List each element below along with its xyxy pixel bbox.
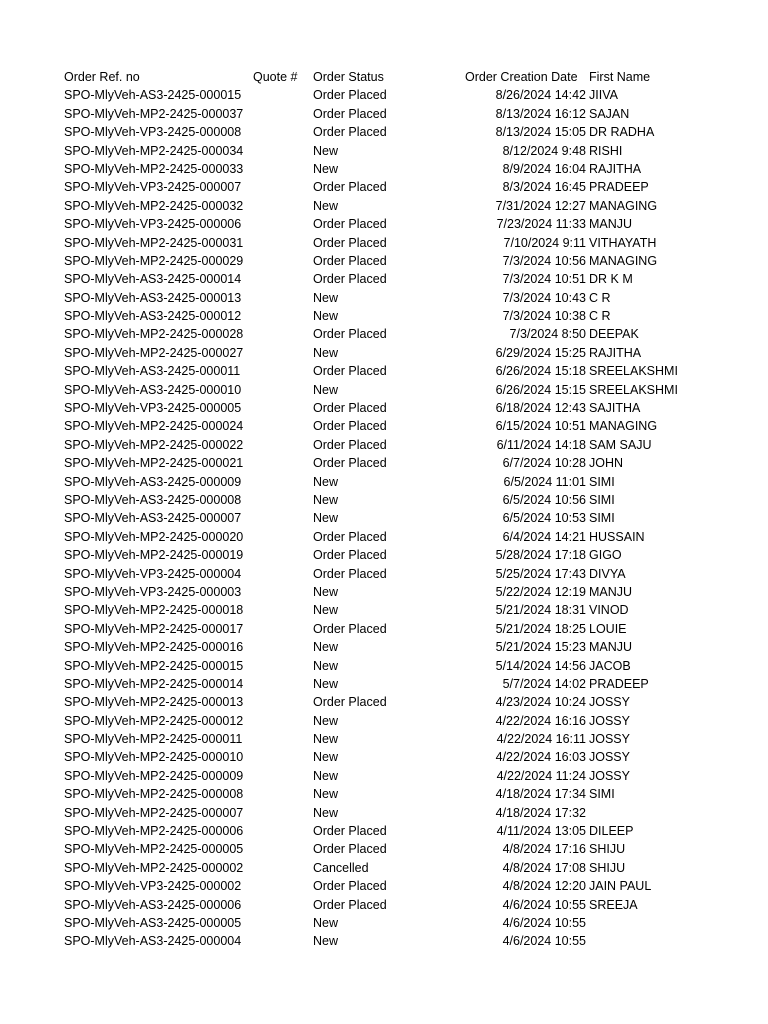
first-name-cell: MANAGING — [589, 198, 658, 213]
table-row — [64, 123, 655, 141]
order-status-cell: Order Placed — [313, 419, 387, 434]
first-name-cell: JIIVA — [589, 88, 618, 103]
first-name-cell: MANAGING — [589, 419, 658, 434]
table-row — [64, 601, 650, 619]
first-name-cell: VINOD — [589, 603, 629, 618]
order-ref-cell: SPO-MlyVeh-VP3-2425-000007 — [64, 180, 242, 195]
order-ref-cell: SPO-MlyVeh-MP2-2425-000010 — [64, 750, 244, 765]
order-creation-date-cell: 4/22/2024 11:24 — [496, 768, 586, 783]
order-creation-date-cell: 4/23/2024 10:24 — [495, 695, 586, 710]
order-creation-date-cell: 7/10/2024 9:11 — [503, 235, 586, 250]
order-ref-cell: SPO-MlyVeh-MP2-2425-000005 — [64, 842, 244, 857]
order-status-cell: New — [313, 309, 339, 324]
first-name-cell: JOSSY — [589, 750, 630, 765]
order-creation-date-cell: 5/21/2024 15:23 — [495, 640, 586, 655]
first-name-cell: SHIJU — [589, 842, 626, 857]
order-creation-date-cell: 4/8/2024 12:20 — [502, 879, 586, 894]
order-ref-cell: SPO-MlyVeh-MP2-2425-000021 — [64, 456, 244, 471]
order-creation-date-cell: 5/7/2024 14:02 — [502, 676, 586, 691]
order-status-cell: New — [313, 603, 339, 618]
first-name-cell: JOSSY — [589, 695, 630, 710]
order-ref-cell: SPO-MlyVeh-MP2-2425-000019 — [64, 548, 244, 563]
order-creation-date-cell: 4/18/2024 17:32 — [495, 805, 586, 820]
table-row — [64, 785, 650, 803]
table-row — [64, 620, 650, 638]
table-row — [64, 528, 650, 546]
order-ref-cell: SPO-MlyVeh-MP2-2425-000012 — [64, 713, 244, 728]
table-row — [64, 896, 650, 914]
order-ref-cell: SPO-MlyVeh-MP2-2425-000032 — [64, 198, 244, 213]
order-status-cell: Cancelled — [313, 860, 369, 875]
order-creation-date-cell: 7/3/2024 10:56 — [502, 253, 586, 268]
order-creation-date-cell: 7/23/2024 11:33 — [496, 217, 586, 232]
first-name-cell: LOUIE — [589, 621, 627, 636]
order-creation-date-cell: 4/6/2024 10:55 — [502, 897, 586, 912]
table-row — [64, 270, 650, 288]
table-row — [64, 381, 678, 399]
order-ref-cell: SPO-MlyVeh-MP2-2425-000009 — [64, 768, 244, 783]
order-creation-date-cell: 6/26/2024 15:18 — [495, 364, 586, 379]
order-ref-cell: SPO-MlyVeh-MP2-2425-000022 — [64, 437, 244, 452]
order-status-cell: Order Placed — [313, 272, 387, 287]
order-status-cell: New — [313, 676, 339, 691]
first-name-cell: JAIN PAUL — [589, 879, 652, 894]
order-status-cell: New — [313, 290, 339, 305]
first-name-cell: JOSSY — [589, 713, 630, 728]
order-status-cell: Order Placed — [313, 529, 387, 544]
table-row — [64, 215, 650, 233]
first-name-cell: RISHI — [589, 143, 623, 158]
order-status-cell: Order Placed — [313, 695, 387, 710]
first-name-cell: DILEEP — [589, 824, 634, 839]
first-name-cell: JOSSY — [589, 768, 630, 783]
first-name-cell: JOHN — [589, 456, 624, 471]
order-ref-cell: SPO-MlyVeh-AS3-2425-000014 — [64, 272, 242, 287]
table-row — [64, 712, 650, 730]
order-creation-date-cell: 7/3/2024 10:43 — [502, 290, 586, 305]
order-status-cell: New — [313, 658, 339, 673]
table-row — [64, 657, 650, 675]
first-name-cell: DIVYA — [589, 566, 626, 581]
order-ref-cell: SPO-MlyVeh-MP2-2425-000015 — [64, 658, 244, 673]
order-creation-date-cell: 4/8/2024 17:16 — [502, 842, 586, 857]
table-row — [64, 565, 650, 583]
table-row — [64, 932, 650, 950]
first-name-cell: C R — [589, 309, 611, 324]
first-name-cell: MANAGING — [589, 253, 658, 268]
order-ref-cell: SPO-MlyVeh-AS3-2425-000009 — [64, 474, 242, 489]
table-row — [64, 509, 650, 527]
first-name-cell: SAJITHA — [589, 401, 641, 416]
order-creation-date-cell: 7/3/2024 8:50 — [509, 327, 586, 342]
order-creation-date-cell: 4/8/2024 17:08 — [502, 860, 586, 875]
table-row — [64, 436, 650, 454]
table-row — [64, 675, 650, 693]
order-status-cell: New — [313, 511, 339, 526]
order-status-cell: Order Placed — [313, 897, 387, 912]
first-name-cell: MANJU — [589, 217, 633, 232]
order-ref-cell: SPO-MlyVeh-AS3-2425-000010 — [64, 382, 242, 397]
table-row — [64, 234, 657, 252]
first-name-cell: PRADEEP — [589, 676, 649, 691]
order-ref-cell: SPO-MlyVeh-AS3-2425-000004 — [64, 934, 242, 949]
order-ref-cell: SPO-MlyVeh-MP2-2425-000006 — [64, 824, 244, 839]
first-name-cell: SIMI — [589, 474, 615, 489]
order-status-cell: New — [313, 732, 339, 747]
table-row — [64, 638, 650, 656]
table-row — [64, 160, 650, 178]
table-row — [64, 252, 658, 270]
order-status-cell: New — [313, 161, 339, 176]
first-name-cell: SHIJU — [589, 860, 626, 875]
order-status-cell: New — [313, 915, 339, 930]
order-ref-cell: SPO-MlyVeh-MP2-2425-000024 — [64, 419, 244, 434]
table-row — [64, 178, 650, 196]
header-first-name: First Name — [589, 70, 651, 84]
order-status-cell: Order Placed — [313, 566, 387, 581]
order-status-cell: Order Placed — [313, 88, 387, 103]
order-status-cell: Order Placed — [313, 437, 387, 452]
order-status-cell: Order Placed — [313, 548, 387, 563]
order-status-cell: New — [313, 492, 339, 507]
order-ref-cell: SPO-MlyVeh-VP3-2425-000003 — [64, 584, 242, 599]
table-row — [64, 105, 650, 123]
order-creation-date-cell: 6/26/2024 15:15 — [495, 382, 586, 397]
order-status-cell: New — [313, 382, 339, 397]
first-name-cell: SIMI — [589, 492, 615, 507]
first-name-cell: MANJU — [589, 640, 633, 655]
order-ref-cell: SPO-MlyVeh-VP3-2425-000005 — [64, 401, 242, 416]
order-creation-date-cell: 6/18/2024 12:43 — [495, 401, 586, 416]
order-ref-cell: SPO-MlyVeh-MP2-2425-000017 — [64, 621, 244, 636]
order-creation-date-cell: 5/28/2024 17:18 — [495, 548, 586, 563]
table-row — [64, 197, 658, 215]
order-status-cell: New — [313, 474, 339, 489]
order-status-cell: Order Placed — [313, 621, 387, 636]
first-name-cell: SAJAN — [589, 106, 630, 121]
order-status-cell: New — [313, 768, 339, 783]
order-status-cell: Order Placed — [313, 106, 387, 121]
table-body — [64, 86, 678, 950]
order-ref-cell: SPO-MlyVeh-AS3-2425-000012 — [64, 309, 242, 324]
order-ref-cell: SPO-MlyVeh-MP2-2425-000033 — [64, 161, 244, 176]
first-name-cell: SREEJA — [589, 897, 638, 912]
order-creation-date-cell: 6/5/2024 10:53 — [502, 511, 586, 526]
first-name-cell: GIGO — [589, 548, 622, 563]
header-order-ref: Order Ref. no — [64, 70, 140, 84]
first-name-cell: SIMI — [589, 511, 615, 526]
order-ref-cell: SPO-MlyVeh-MP2-2425-000018 — [64, 603, 244, 618]
table-row — [64, 289, 650, 307]
order-ref-cell: SPO-MlyVeh-MP2-2425-000011 — [64, 732, 243, 747]
first-name-cell: C R — [589, 290, 611, 305]
order-creation-date-cell: 8/12/2024 9:48 — [502, 143, 586, 158]
table-row — [64, 491, 650, 509]
table-row — [64, 822, 650, 840]
table-row — [64, 546, 650, 564]
table-row — [64, 693, 650, 711]
order-creation-date-cell: 6/11/2024 14:18 — [496, 437, 586, 452]
table-row — [64, 142, 650, 160]
table-row — [64, 362, 678, 380]
table-row — [64, 399, 650, 417]
order-status-cell: New — [313, 750, 339, 765]
order-creation-date-cell: 8/26/2024 14:42 — [495, 88, 586, 103]
order-ref-cell: SPO-MlyVeh-VP3-2425-000004 — [64, 566, 242, 581]
table-row — [64, 859, 650, 877]
order-status-cell: Order Placed — [313, 327, 387, 342]
order-ref-cell: SPO-MlyVeh-AS3-2425-000006 — [64, 897, 242, 912]
header-order-creation-date: Order Creation Date — [465, 70, 578, 84]
order-status-cell: Order Placed — [313, 824, 387, 839]
header-row — [64, 68, 650, 86]
first-name-cell: JACOB — [589, 658, 631, 673]
order-ref-cell: SPO-MlyVeh-AS3-2425-000011 — [64, 364, 241, 379]
order-ref-cell: SPO-MlyVeh-MP2-2425-000002 — [64, 860, 244, 875]
table-row — [64, 877, 650, 895]
order-creation-date-cell: 8/13/2024 15:05 — [495, 125, 586, 140]
header-quote: Quote # — [253, 70, 298, 84]
first-name-cell: SAM SAJU — [589, 437, 652, 452]
order-creation-date-cell: 8/13/2024 16:12 — [495, 106, 586, 121]
order-ref-cell: SPO-MlyVeh-MP2-2425-000014 — [64, 676, 244, 691]
order-ref-cell: SPO-MlyVeh-VP3-2425-000008 — [64, 125, 242, 140]
order-ref-cell: SPO-MlyVeh-AS3-2425-000013 — [64, 290, 242, 305]
order-status-cell: Order Placed — [313, 364, 387, 379]
order-status-cell: New — [313, 143, 339, 158]
order-ref-cell: SPO-MlyVeh-MP2-2425-000020 — [64, 529, 244, 544]
order-creation-date-cell: 4/22/2024 16:11 — [496, 732, 586, 747]
order-creation-date-cell: 7/31/2024 12:27 — [495, 198, 586, 213]
table-row — [64, 804, 650, 822]
order-creation-date-cell: 6/29/2024 15:25 — [495, 345, 586, 360]
order-status-cell: Order Placed — [313, 456, 387, 471]
order-ref-cell: SPO-MlyVeh-MP2-2425-000008 — [64, 787, 244, 802]
order-creation-date-cell: 5/22/2024 12:19 — [495, 584, 586, 599]
first-name-cell: RAJITHA — [589, 161, 642, 176]
table-row — [64, 417, 658, 435]
order-ref-cell: SPO-MlyVeh-MP2-2425-000016 — [64, 640, 244, 655]
order-creation-date-cell: 4/22/2024 16:16 — [495, 713, 586, 728]
order-creation-date-cell: 5/25/2024 17:43 — [495, 566, 586, 581]
order-status-cell: Order Placed — [313, 125, 387, 140]
order-status-cell: New — [313, 805, 339, 820]
first-name-cell: HUSSAIN — [589, 529, 645, 544]
first-name-cell: SIMI — [589, 787, 615, 802]
order-status-cell: New — [313, 345, 339, 360]
order-status-cell: Order Placed — [313, 401, 387, 416]
order-creation-date-cell: 6/15/2024 10:51 — [495, 419, 586, 434]
order-status-cell: New — [313, 787, 339, 802]
order-ref-cell: SPO-MlyVeh-AS3-2425-000007 — [64, 511, 242, 526]
order-status-cell: New — [313, 934, 339, 949]
order-creation-date-cell: 7/3/2024 10:38 — [502, 309, 586, 324]
order-status-cell: Order Placed — [313, 217, 387, 232]
order-creation-date-cell: 4/11/2024 13:05 — [496, 824, 586, 839]
order-status-cell: Order Placed — [313, 180, 387, 195]
order-ref-cell: SPO-MlyVeh-AS3-2425-000015 — [64, 88, 242, 103]
order-ref-cell: SPO-MlyVeh-MP2-2425-000029 — [64, 253, 244, 268]
order-creation-date-cell: 7/3/2024 10:51 — [502, 272, 586, 287]
order-ref-cell: SPO-MlyVeh-MP2-2425-000007 — [64, 805, 244, 820]
order-creation-date-cell: 4/6/2024 10:55 — [502, 934, 586, 949]
table-row — [64, 454, 650, 472]
first-name-cell: JOSSY — [589, 732, 630, 747]
header-order-status: Order Status — [313, 70, 384, 84]
order-creation-date-cell: 4/22/2024 16:03 — [495, 750, 586, 765]
order-creation-date-cell: 6/5/2024 11:01 — [503, 474, 586, 489]
table-row — [64, 307, 650, 325]
table-row — [64, 840, 650, 858]
order-status-cell: Order Placed — [313, 235, 387, 250]
first-name-cell: RAJITHA — [589, 345, 642, 360]
order-ref-cell: SPO-MlyVeh-VP3-2425-000002 — [64, 879, 242, 894]
order-ref-cell: SPO-MlyVeh-AS3-2425-000005 — [64, 915, 242, 930]
order-creation-date-cell: 5/14/2024 14:56 — [495, 658, 586, 673]
order-status-cell: New — [313, 198, 339, 213]
order-ref-cell: SPO-MlyVeh-MP2-2425-000013 — [64, 695, 244, 710]
first-name-cell: DR RADHA — [589, 125, 655, 140]
order-ref-cell: SPO-MlyVeh-MP2-2425-000034 — [64, 143, 244, 158]
order-status-cell: New — [313, 713, 339, 728]
order-creation-date-cell: 6/4/2024 14:21 — [502, 529, 586, 544]
first-name-cell: PRADEEP — [589, 180, 649, 195]
table-row — [64, 730, 650, 748]
order-ref-cell: SPO-MlyVeh-MP2-2425-000031 — [64, 235, 244, 250]
order-ref-cell: SPO-MlyVeh-AS3-2425-000008 — [64, 492, 242, 507]
order-creation-date-cell: 6/5/2024 10:56 — [502, 492, 586, 507]
first-name-cell: SREELAKSHMI — [589, 364, 678, 379]
order-creation-date-cell: 5/21/2024 18:31 — [495, 603, 586, 618]
table-row — [64, 583, 650, 601]
order-ref-cell: SPO-MlyVeh-MP2-2425-000027 — [64, 345, 244, 360]
order-creation-date-cell: 8/3/2024 16:45 — [502, 180, 586, 195]
first-name-cell: MANJU — [589, 584, 633, 599]
table-row — [64, 473, 650, 491]
first-name-cell: SREELAKSHMI — [589, 382, 678, 397]
order-creation-date-cell: 6/7/2024 10:28 — [502, 456, 586, 471]
table-row — [64, 325, 650, 343]
orders-sheet — [64, 68, 678, 951]
order-ref-cell: SPO-MlyVeh-VP3-2425-000006 — [64, 217, 242, 232]
table-row — [64, 748, 650, 766]
first-name-cell: VITHAYATH — [589, 235, 657, 250]
table-row — [64, 86, 650, 104]
order-ref-cell: SPO-MlyVeh-MP2-2425-000037 — [64, 106, 244, 121]
order-creation-date-cell: 4/6/2024 10:55 — [502, 915, 586, 930]
order-status-cell: Order Placed — [313, 879, 387, 894]
first-name-cell: DR K M — [589, 272, 633, 287]
order-status-cell: New — [313, 584, 339, 599]
order-status-cell: New — [313, 640, 339, 655]
table-row — [64, 914, 650, 932]
table-row — [64, 344, 650, 362]
order-ref-cell: SPO-MlyVeh-MP2-2425-000028 — [64, 327, 244, 342]
order-status-cell: Order Placed — [313, 842, 387, 857]
first-name-cell: DEEPAK — [589, 327, 639, 342]
table-row — [64, 767, 650, 785]
order-creation-date-cell: 4/18/2024 17:34 — [495, 787, 586, 802]
order-creation-date-cell: 8/9/2024 16:04 — [502, 161, 586, 176]
order-status-cell: Order Placed — [313, 253, 387, 268]
order-creation-date-cell: 5/21/2024 18:25 — [495, 621, 586, 636]
